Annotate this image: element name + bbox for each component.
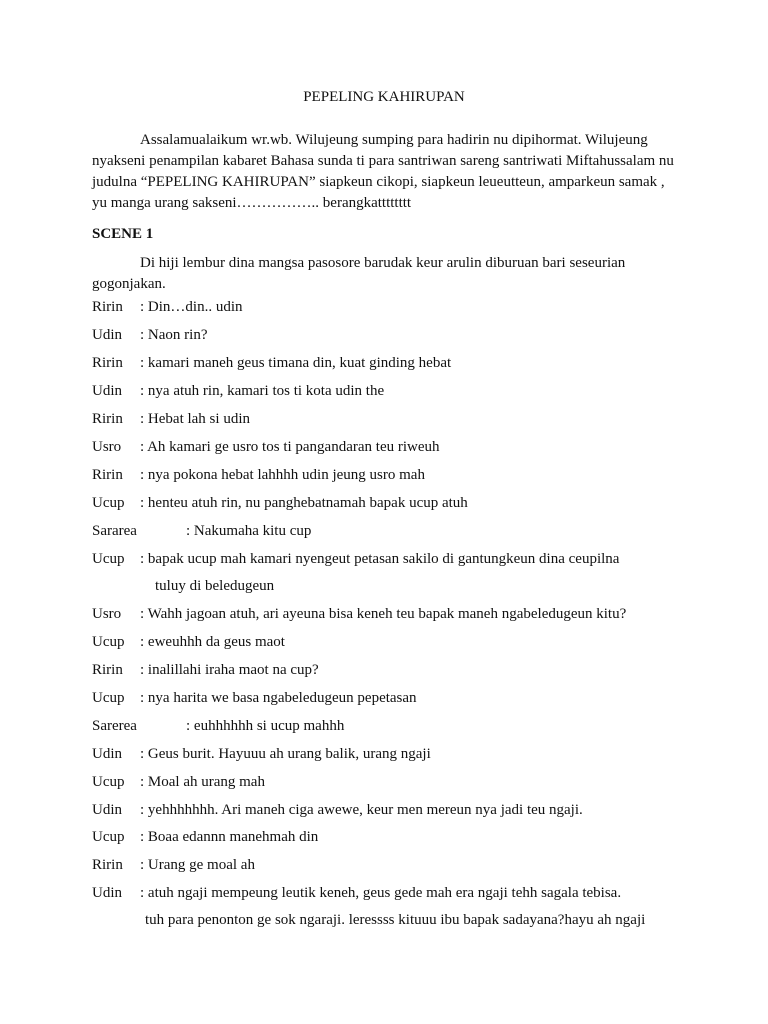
dialogue-speaker: Usro	[92, 439, 122, 455]
dialogue-speaker: Ucup	[92, 774, 125, 790]
dialogue-text: : nya atuh rin, kamari tos ti kota udin the	[140, 383, 385, 399]
dialogue-speaker: Ririn	[92, 411, 123, 427]
scene-heading: SCENE 1	[92, 226, 154, 242]
dialogue-text: : Moal ah urang mah	[140, 774, 265, 790]
dialogue-speaker: Ririn	[92, 662, 123, 678]
intro-paragraph: Assalamualaikum wr.wb. Wilujeung sumping para hadirin nu dipihormat. Wilujeung nyakseni penampilan kabaret Bahasa sunda ti para santriwan sareng santriwati Miftahussalam nu judulna “PEPELING KAHIRUPAN” siapkeun cikopi, siapkeun leueutteun, amparkeun samak , yu manga urang sakseni…………….. berangkatttttttt	[92, 132, 674, 211]
dialogue-text: : Wahh jagoan atuh, ari ayeuna bisa keneh teu bapak maneh ngabeledugeun kitu?	[140, 606, 627, 622]
dialogue-text: : Naon rin?	[140, 327, 208, 343]
dialogue-speaker: Ririn	[92, 467, 123, 483]
dialogue-text: : Ah kamari ge usro tos ti pangandaran teu riweuh	[140, 439, 440, 455]
dialogue-speaker: Ucup	[92, 551, 125, 567]
dialogue-speaker: Ucup	[92, 829, 125, 845]
dialogue-speaker: Ucup	[92, 690, 125, 706]
dialogue-speaker: Sararea	[92, 523, 137, 539]
dialogue-speaker: Usro	[92, 606, 122, 622]
dialogue-speaker: Ririn	[92, 857, 123, 873]
dialogue-speaker: Udin	[92, 746, 122, 762]
dialogue-text: : atuh ngaji mempeung leutik keneh, geus gede mah era ngaji tehh sagala tebisa.	[140, 885, 622, 901]
dialogue-text: : Urang ge moal ah	[140, 857, 255, 873]
dialogue-text: : inalillahi iraha maot na cup?	[140, 662, 319, 678]
dialogue-speaker: Udin	[92, 802, 122, 818]
dialogue-speaker: Ucup	[92, 495, 125, 511]
scene-description: Di hiji lembur dina mangsa pasosore barudak keur arulin diburuan bari seseurian gogonjakan.	[92, 255, 626, 292]
dialogue-speaker: Ririn	[92, 299, 123, 315]
dialogue-text: : Hebat lah si udin	[140, 411, 250, 427]
dialogue-text: : henteu atuh rin, nu panghebatnamah bapak ucup atuh	[140, 495, 468, 511]
dialogue-speaker: Ucup	[92, 634, 125, 650]
dialogue-text: : nya pokona hebat lahhhh udin jeung usro mah	[140, 467, 425, 483]
dialogue-text: : euhhhhhh si ucup mahhh	[186, 718, 345, 734]
dialogue-text: : Geus burit. Hayuuu ah urang balik, urang ngaji	[140, 746, 431, 762]
dialogue-text: : eweuhhh da geus maot	[140, 634, 285, 650]
dialogue-text: : Nakumaha kitu cup	[186, 523, 312, 539]
dialogue-text: : Din…din.. udin	[140, 299, 243, 315]
dialogue-text: : Boaa edannn manehmah din	[140, 829, 319, 845]
dialogue-speaker: Udin	[92, 327, 122, 343]
dialogue-speaker: Udin	[92, 885, 122, 901]
dialogue-text: : bapak ucup mah kamari nyengeut petasan sakilo di gantungkeun dina ceupilna	[140, 551, 620, 567]
dialogue-text: : nya harita we basa ngabeledugeun pepetasan	[140, 690, 417, 706]
dialogue-text: : yehhhhhhh. Ari maneh ciga awewe, keur men mereun nya jadi teu ngaji.	[140, 802, 583, 818]
dialogue-speaker: Udin	[92, 383, 122, 399]
dialogue-text: : kamari maneh geus timana din, kuat ginding hebat	[140, 355, 452, 371]
document-title: PEPELING KAHIRUPAN	[303, 89, 465, 105]
dialogue-continuation: tuh para penonton ge sok ngaraji. leressss kituuu ibu bapak sadayana?hayu ah ngaji	[145, 912, 646, 928]
dialogue-continuation: tuluy di beledugeun	[155, 578, 275, 594]
dialogue-speaker: Ririn	[92, 355, 123, 371]
dialogue-speaker: Sarerea	[92, 718, 137, 734]
